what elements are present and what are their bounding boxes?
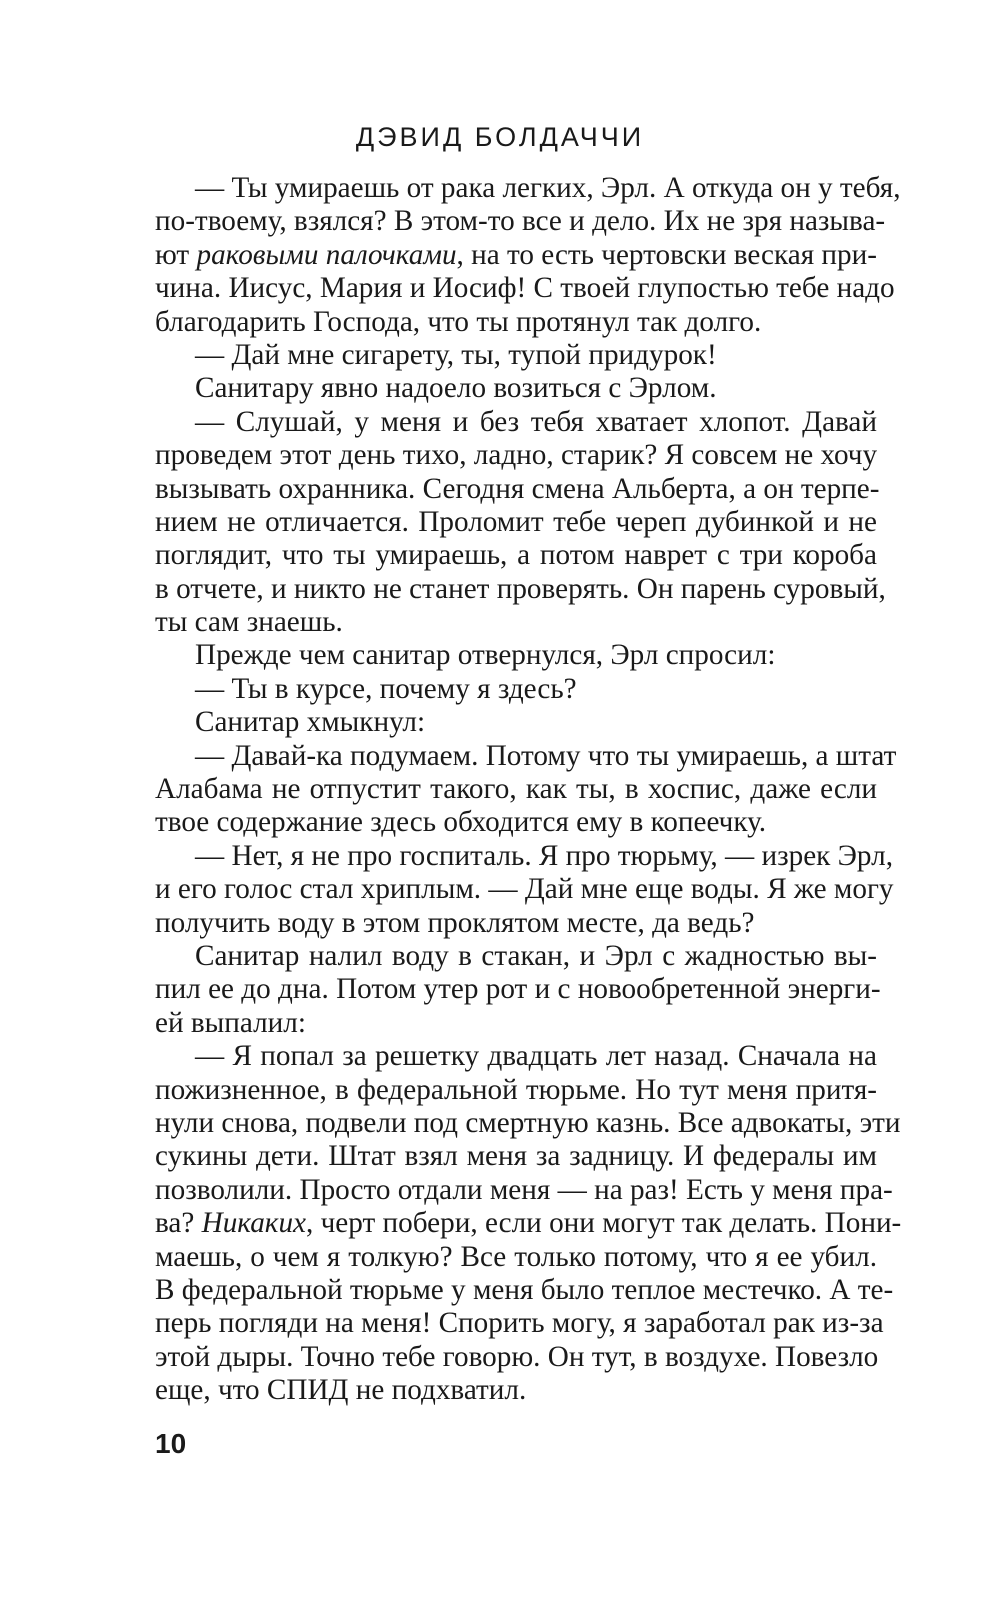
text-line <box>155 1207 902 1240</box>
text-line: Прежде чем санитар отвернулся, Эрл спросил: <box>195 639 776 672</box>
italic-phrase: раковыми палочками <box>196 238 457 271</box>
text-line: еще, что СПИД не подхватил. <box>155 1374 527 1407</box>
text-line: В федеральной тюрьме у меня было теплое местечко. А те- <box>155 1273 894 1306</box>
text-line: перь погляди на меня! Спорить могу, я заработал рак из-за <box>155 1307 884 1340</box>
text-line: — Я попал за решетку двадцать лет назад. Сначала на <box>195 1040 877 1073</box>
text-line: этой дыры. Точно тебе говорю. Он тут, в воздухе. Повезло <box>155 1340 879 1373</box>
text-run: ва? <box>155 1207 202 1240</box>
italic-phrase: Никаких <box>201 1207 307 1240</box>
text-line: вызывать охранника. Сегодня смена Альберта, а он терпе- <box>155 472 880 505</box>
text-line: Санитар хмыкнул: <box>195 706 426 739</box>
text-line: нули снова, подвели под смертную казнь. Все адвокаты, эти <box>155 1106 901 1139</box>
text-line: ты сам знаешь. <box>155 606 343 639</box>
text-line: ей выпалил: <box>155 1006 306 1039</box>
body-text <box>155 172 902 1407</box>
text-line: — Нет, я не про госпиталь. Я про тюрьму, — изрек Эрл, <box>195 839 893 872</box>
text-line: твое содержание здесь обходится ему в копеечку. <box>155 806 767 839</box>
text-line: позволили. Просто отдали меня — на раз! Есть у меня пра- <box>155 1173 893 1206</box>
text-line: Санитару явно надоело возиться с Эрлом. <box>195 372 717 405</box>
text-line: поглядит, что ты умираешь, а потом наврет с три короба <box>155 539 877 572</box>
text-line <box>155 239 877 272</box>
text-line: благодарить Господа, что ты протянул так долго. <box>155 305 762 338</box>
text-line: по-твоему, взялся? В этом-то все и дело. Их не зря называ- <box>155 205 886 238</box>
text-line: в отчете, и никто не станет проверять. Он парень суровый, <box>155 572 886 605</box>
text-line: пожизненное, в федеральной тюрьме. Но тут меня притя- <box>155 1073 877 1106</box>
text-line: проведем этот день тихо, ладно, старик? Я совсем не хочу <box>155 439 878 472</box>
text-line: — Дай мне сигарету, ты, тупой придурок! <box>195 338 717 371</box>
text-line: сукины дети. Штат взял меня за задницу. И федералы им <box>155 1140 877 1173</box>
text-line: — Давай-ка подумаем. Потому что ты умираешь, а штат <box>195 739 897 772</box>
text-line: — Ты умираешь от рака легких, Эрл. А откуда он у тебя, <box>195 172 901 204</box>
text-line: маешь, о чем я толкую? Все только потому, что я ее убил. <box>155 1240 877 1273</box>
running-head: ДЭВИД БОЛДАЧЧИ <box>355 122 645 152</box>
text-line: — Ты в курсе, почему я здесь? <box>195 672 577 705</box>
text-line: и его голос стал хриплым. — Дай мне еще воды. Я же могу <box>155 873 894 906</box>
text-line: нием не отличается. Проломит тебе череп дубинкой и не <box>155 505 877 538</box>
text-line: получить воду в этом проклятом месте, да ведь? <box>155 906 755 939</box>
text-run: , черт побери, если они могут так делать. Пони- <box>306 1207 902 1240</box>
text-line: пил ее до дна. Потом утер рот и с новообретенной энерги- <box>155 973 881 1006</box>
text-line: чина. Иисус, Мария и Иосиф! С твоей глупостью тебе надо <box>155 272 895 305</box>
text-run: , на то есть чертовски веская при- <box>456 238 877 271</box>
text-line: — Слушай, у меня и без тебя хватает хлопот. Давай <box>195 405 877 438</box>
text-line: Санитар налил воду в стакан, и Эрл с жадностью вы- <box>195 939 877 972</box>
page-number: 10 <box>155 1428 187 1459</box>
text-line: Алабама не отпустит такого, как ты, в хоспис, даже если <box>155 773 877 806</box>
text-run: ют <box>155 238 197 271</box>
